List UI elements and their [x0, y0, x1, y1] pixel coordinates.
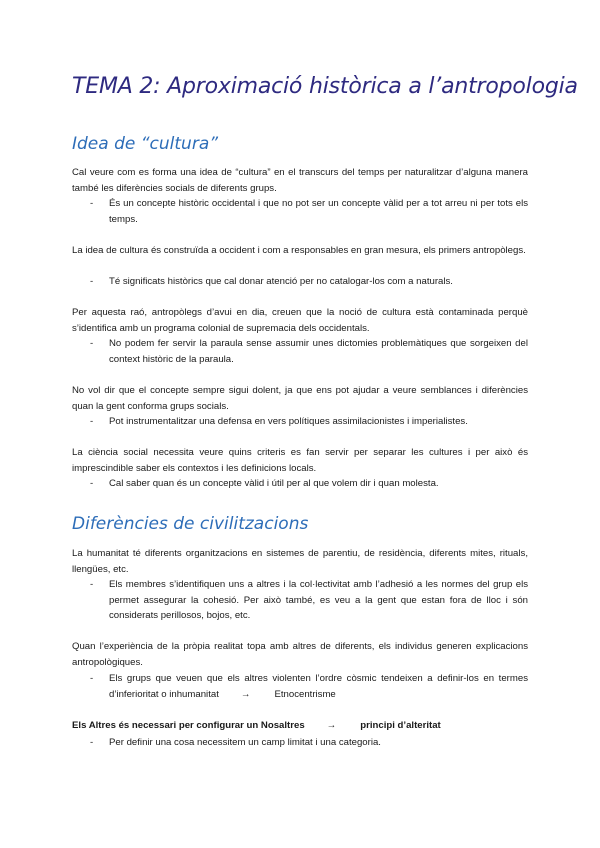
paragraph: Quan l’experiència de la pròpia realitat topa amb altres de diferents, els individus generen explicacions antropològiques.: [72, 641, 528, 668]
paragraph: La ciència social necessita veure quins criteris es fan servir per separar les cultures i per això és imprescindible saber els contextos i les definicions locals.: [72, 447, 528, 474]
bullet-item: [90, 577, 528, 624]
bullet-item: [90, 196, 528, 227]
bullet-dash: -: [90, 478, 94, 489]
paragraph: La humanitat té diferents organitzacions en sistemes de parentiu, de residència, diferents mites, rituals, llengües, etc.: [72, 548, 528, 575]
bullet-text-main: Els grups que veuen que els altres violenten l’ordre còsmic tendeixen a definir-los en termes d’inferioritat o inhumanitat: [109, 673, 528, 700]
section-heading-civilitzacions: Diferències de civilitzacions: [72, 514, 309, 534]
section-heading-cultura: Idea de “cultura”: [72, 134, 219, 154]
bullet-dash: -: [90, 737, 94, 748]
arrow-icon: →: [326, 720, 337, 731]
bullet-item: [90, 735, 528, 751]
bullet-text: Per definir una cosa necessitem un camp limitat i una categoria.: [109, 737, 381, 748]
alterity-left: Els Altres és necessari per configurar un Nosaltres: [72, 720, 305, 731]
bullet-dash: -: [90, 276, 94, 287]
paragraph: No vol dir que el concepte sempre sigui dolent, ja que ens pot ajudar a veure semblances i diferències quan la gent conforma grups socials.: [72, 385, 528, 412]
bullet-dash: -: [90, 673, 94, 684]
bullet-text: Cal saber quan és un concepte vàlid i útil per al que volem dir i quan molesta.: [109, 478, 439, 489]
bullet-dash: -: [90, 338, 94, 349]
alterity-statement: [72, 718, 441, 734]
paragraph: La idea de cultura és construïda a occident i com a responsables en gran mesura, els primers antropòlegs.: [72, 245, 526, 256]
bullet-dash: -: [90, 416, 94, 427]
alterity-right: principi d’alteritat: [360, 720, 441, 731]
page-title: TEMA 2: Aproximació històrica a l’antropologia: [72, 74, 578, 99]
bullet-item: [90, 671, 528, 702]
bullet-dash: -: [90, 579, 94, 590]
bullet-item: [90, 414, 528, 430]
arrow-icon: →: [240, 688, 251, 700]
bullet-text: És un concepte històric occidental i que no pot ser un concepte vàlid per a tot arreu ni per tots els temps.: [109, 198, 528, 225]
paragraph: Cal veure com es forma una idea de “cultura” en el transcurs del temps per naturalitzar d’alguna manera també les diferències socials de diferents grups.: [72, 167, 528, 194]
bullet-item: [90, 274, 528, 290]
bullet-text: No podem fer servir la paraula sense assumir unes dictomies problemàtiques que sorgeixen del context històric de la paraula.: [109, 338, 528, 365]
bullet-text: Pot instrumentalitzar una defensa en vers polítiques assimilacionistes i imperialistes.: [109, 416, 468, 427]
bullet-text: Els membres s’identifiquen uns a altres i la col·lectivitat amb l’adhesió a les normes del grup els permet assegurar la cohesió. Per això també, es veu a la gent que estan fora de lloc i són considerats perillosos, bojos, etc.: [109, 579, 528, 621]
bullet-dash: -: [90, 198, 94, 209]
bullet-item: [90, 336, 528, 367]
bullet-item: [90, 476, 528, 492]
bullet-text: [109, 671, 528, 702]
paragraph: Per aquesta raó, antropòlegs d’avui en dia, creuen que la noció de cultura està contaminada perquè s’identifica amb un programa colonial de supremacia dels occidentals.: [72, 307, 528, 334]
bullet-text: Té significats històrics que cal donar atenció per no catalogar-los com a naturals.: [109, 276, 453, 287]
etnocentrisme-label: Etnocentrisme: [274, 688, 336, 700]
